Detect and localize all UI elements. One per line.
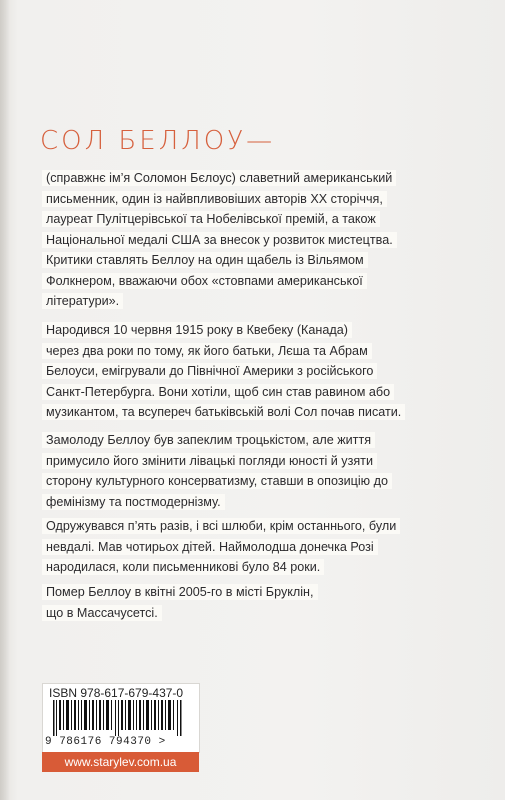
text-line: Фолкнером, вважаючи обох «стовпами американської	[42, 273, 367, 289]
text-line: музикантом, та всупереч батьківській волі Сол почав писати.	[42, 404, 405, 420]
barcode-digits: 9 786176 794370 >	[45, 736, 166, 748]
spine-shadow	[0, 0, 10, 800]
bio-paragraph-4	[42, 516, 482, 578]
text-line: Замолоду Беллоу був запеклим троцькістом, але життя	[42, 432, 375, 448]
text-line: Белоуси, емігрували до Північної Америки з російського	[42, 363, 377, 379]
bio-paragraph-1	[42, 168, 482, 312]
barcode-image	[49, 700, 193, 736]
text-line: Народився 10 червня 1915 року в Квебеку (Канада)	[42, 322, 352, 338]
bio-paragraph-3	[42, 430, 482, 512]
publisher-website: www.starylev.com.ua	[42, 752, 199, 772]
text-line: лауреат Пулітцерівської та Нобелівської премій, а також	[42, 211, 380, 227]
text-line: Критики ставлять Беллоу на один щабель із Вільямом	[42, 252, 368, 268]
text-line: літератури».	[42, 293, 123, 309]
text-line: письменник, один із найвпливовіших авторів XX сторіччя,	[42, 191, 387, 207]
author-heading: СОЛ БЕЛЛОУ—	[40, 126, 276, 156]
text-line: що в Массачусетсі.	[42, 605, 162, 621]
bio-paragraph-5	[42, 582, 482, 623]
text-line: через два роки по тому, як його батьки, Лєша та Абрам	[42, 343, 372, 359]
bio-paragraph-2	[42, 320, 482, 423]
isbn-number: ISBN 978-617-679-437-0	[49, 686, 184, 700]
text-line: невдалі. Мав чотирьох дітей. Наймолодша донечка Розі	[42, 539, 378, 555]
text-line: Помер Беллоу в квітні 2005-го в місті Бруклін,	[42, 584, 318, 600]
text-line: Одружувався п’ять разів, і всі шлюби, крім останнього, були	[42, 518, 400, 534]
text-line: фемінізму та постмодернізму.	[42, 494, 225, 510]
text-line: (справжнє ім’я Соломон Бєлоус) славетний американський	[42, 170, 396, 186]
text-line: примусило його змінити лівацькі погляди юності й узяти	[42, 453, 377, 469]
text-line: Санкт-Петербурга. Вони хотіли, щоб син став равином або	[42, 384, 394, 400]
isbn-barcode	[42, 683, 200, 753]
text-line: народилася, коли письменникові було 84 роки.	[42, 559, 324, 575]
text-line: сторону культурного консерватизму, ставши в опозицію до	[42, 473, 392, 489]
text-line: Національної медалі США за внесок у розвиток мистецтва.	[42, 232, 397, 248]
